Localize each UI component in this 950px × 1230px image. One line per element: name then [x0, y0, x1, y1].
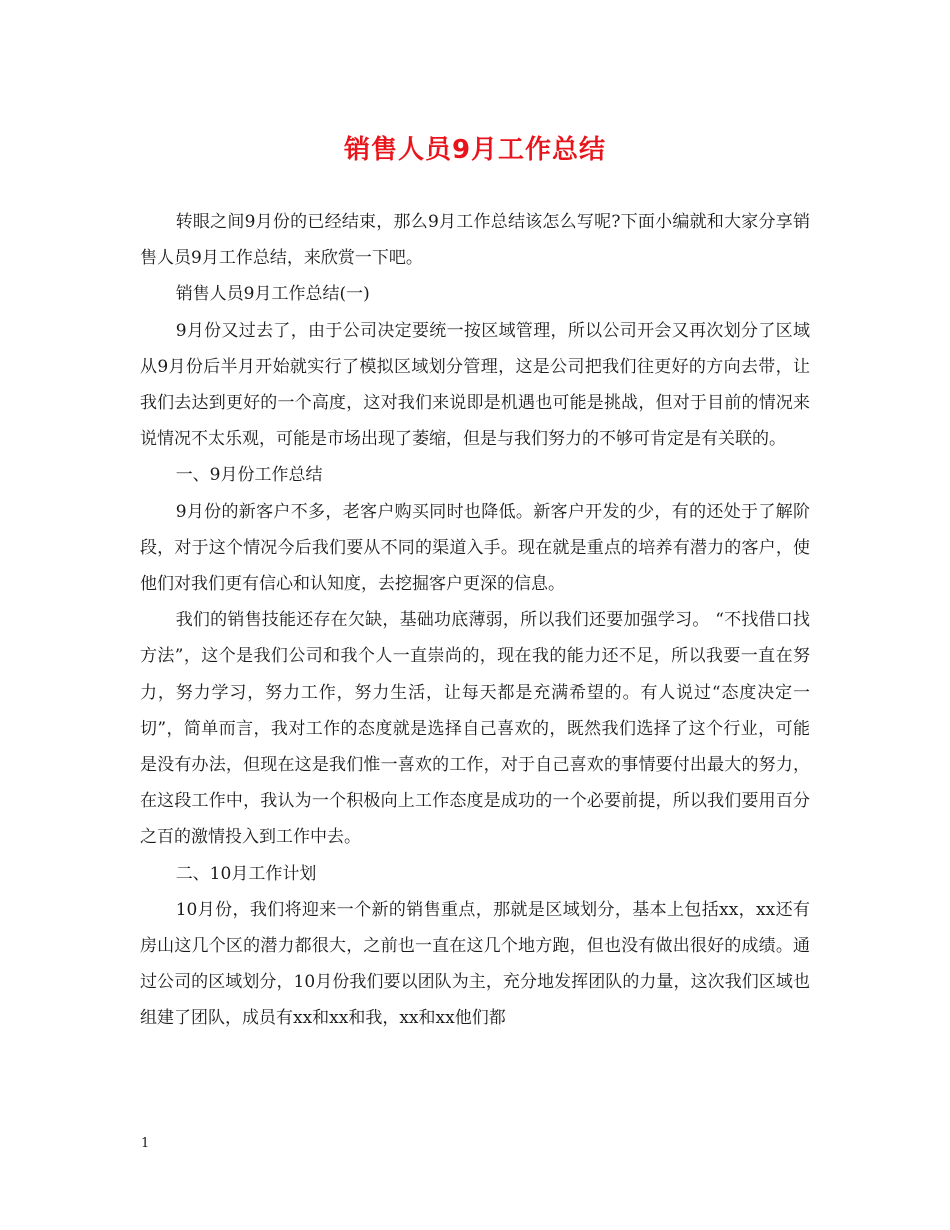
- paragraph-customers: 9月份的新客户不多，老客户购买同时也降低。新客户开发的少，有的还处于了解阶段，对于这个情况今后我们要从不同的渠道入手。现在就是重点的培养有潜力的客户，使他们对我们更有信心和认知度，去挖掘客户更深的信息。: [140, 501, 810, 595]
- paragraph-overview: 9月份又过去了，由于公司决定要统一按区域管理，所以公司开会又再次划分了区域从9月份后半月开始就实行了模拟区域划分管理，这是公司把我们往更好的方向去带，让我们去达到更好的一个高度，这对我们来说即是机遇也可能是挑战，但对于目前的情况来说情况不太乐观，可能是市场出现了萎缩，但是与我们努力的不够可肯定是有关联的。: [140, 320, 810, 450]
- document-title: 销售人员9月工作总结: [343, 135, 607, 165]
- section-heading-october-plan: 二、10月工作计划: [175, 863, 317, 884]
- paragraph-intro: 转眼之间9月份的已经结束，那么9月工作总结该怎么写呢?下面小编就和大家分享销售人员9月工作总结，来欣赏一下吧。: [140, 212, 810, 269]
- page-number: 1: [141, 1136, 150, 1151]
- document-body: [140, 204, 810, 1037]
- paragraph-october-plan: 10月份，我们将迎来一个新的销售重点，那就是区域划分，基本上包括xx，xx还有房山这几个区的潜力都很大，之前也一直在这几个地方跑，但也没有做出很好的成绩。通过公司的区域划分，10月份我们要以团队为主，充分地发挥团队的力量，这次我们区域也组建了团队，成员有xx和xx和我，xx和xx他们都: [140, 899, 810, 1029]
- section-heading-september-summary: 一、9月份工作总结: [175, 465, 323, 486]
- paragraph-skills-attitude: 我们的销售技能还存在欠缺，基础功底薄弱，所以我们还要加强学习。 “不找借口找方法”，这个是我们公司和我个人一直崇尚的，现在我的能力还不足，所以我要一直在努力，努力学习，努力工作，努力生活，让每天都是充满希望的。有人说过“态度决定一切”，简单而言，我对工作的态度就是选择自己喜欢的，既然我们选择了这个行业，可能是没有办法，但现在这是我们惟一喜欢的工作，对于自己喜欢的事情要付出最大的努力，在这段工作中，我认为一个积极向上工作态度是成功的一个必要前提，所以我们要用百分之百的激情投入到工作中去。: [140, 610, 810, 848]
- section-heading-summary-1: 销售人员9月工作总结(一): [175, 284, 370, 305]
